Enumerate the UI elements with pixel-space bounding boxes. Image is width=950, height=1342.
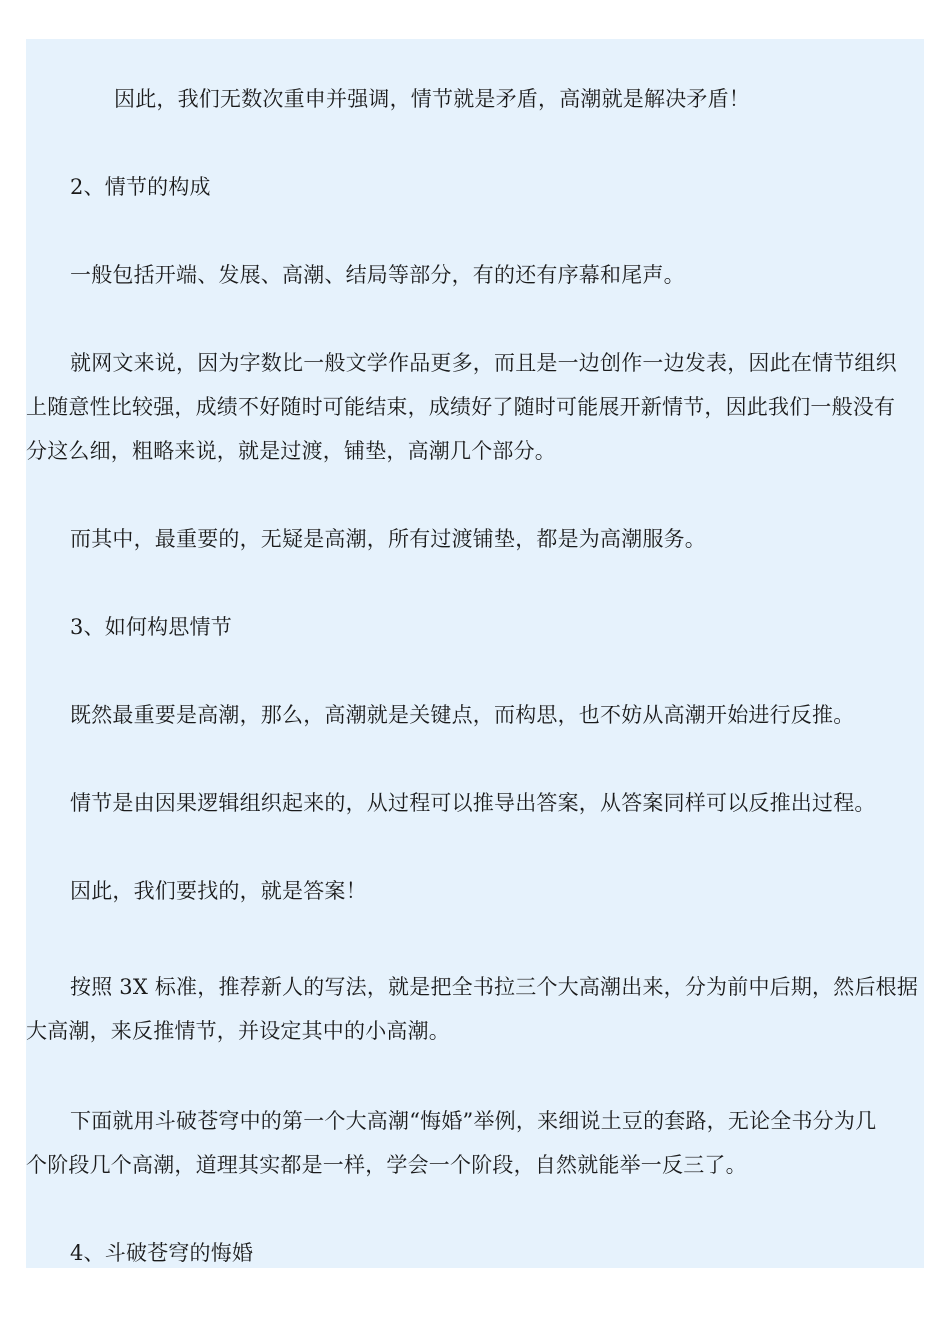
paragraph-3: [26, 253, 924, 297]
paragraph-4: [26, 341, 924, 473]
paragraph-7: [26, 693, 924, 737]
paragraph-line: 既然最重要是高潮，那么，高潮就是关键点，而构思，也不妨从高潮开始进行反推。: [70, 703, 855, 727]
section-heading-2: [26, 165, 924, 209]
paragraph-line: 4、斗破苍穹的悔婚: [70, 1241, 254, 1265]
paragraph-5: [26, 517, 924, 561]
section-heading-4: [26, 1231, 924, 1275]
document-page: [26, 39, 924, 1268]
paragraph-8: [26, 781, 924, 825]
paragraph-line: 上随意性比较强，成绩不好随时可能结束，成绩好了随时可能展开新情节，因此我们一般没有: [26, 395, 896, 419]
paragraph-10: [26, 965, 924, 1053]
paragraph-line: 下面就用斗破苍穹中的第一个大高潮“悔婚”举例，来细说土豆的套路，无论全书分为几: [70, 1109, 877, 1133]
paragraph-line: 3、如何构思情节: [70, 615, 232, 639]
paragraph-line: 情节是由因果逻辑组织起来的，从过程可以推导出答案，从答案同样可以反推出过程。: [70, 791, 876, 815]
paragraph-line: 因此，我们无数次重申并强调，情节就是矛盾，高潮就是解决矛盾！: [114, 87, 750, 111]
paragraph-line: 一般包括开端、发展、高潮、结局等部分，有的还有序幕和尾声。: [70, 263, 685, 287]
paragraph-11: [26, 1099, 924, 1187]
paragraph-line: 就网文来说，因为字数比一般文学作品更多，而且是一边创作一边发表，因此在情节组织: [70, 351, 897, 375]
section-heading-3: [26, 605, 924, 649]
paragraph-line: 个阶段几个高潮，道理其实都是一样，学会一个阶段，自然就能举一反三了。: [26, 1153, 747, 1177]
paragraph-line: 大高潮，来反推情节，并设定其中的小高潮。: [26, 1019, 450, 1043]
paragraph-line: 因此，我们要找的，就是答案！: [70, 879, 367, 903]
paragraph-line: 2、情节的构成: [70, 175, 211, 199]
paragraph-1: [26, 77, 924, 121]
paragraph-line: 按照 3X 标准，推荐新人的写法，就是把全书拉三个大高潮出来，分为前中后期，然后根据: [70, 975, 919, 999]
paragraph-line: 而其中，最重要的，无疑是高潮，所有过渡铺垫，都是为高潮服务。: [70, 527, 706, 551]
paragraph-9: [26, 869, 924, 913]
paragraph-line: 分这么细，粗略来说，就是过渡，铺垫，高潮几个部分。: [26, 439, 556, 463]
